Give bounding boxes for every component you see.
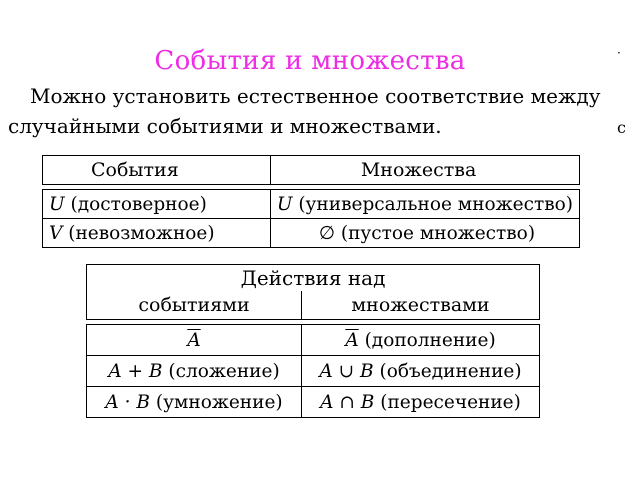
subheader-sets: множествами	[302, 291, 540, 320]
event-expression: $\overline{A}$	[187, 329, 201, 351]
table-row	[87, 356, 540, 387]
event-expression: A + B	[108, 360, 163, 382]
events-sets-table	[42, 155, 580, 248]
event-text: (невозможное)	[62, 222, 215, 244]
subheader-events: событиями	[87, 291, 302, 320]
intro-text-line-1: Можно установить естественное соответствие между	[30, 84, 601, 108]
table-subheader-row	[87, 291, 540, 320]
set-expression: $\overline{A}$	[345, 329, 359, 351]
table-cell	[87, 356, 302, 387]
edge-mark-top: ·	[617, 46, 621, 60]
table-row	[43, 190, 580, 219]
header-events: События	[43, 156, 271, 185]
table-header-row	[43, 156, 580, 185]
page-title: События и множества	[154, 46, 466, 76]
table-row	[43, 219, 580, 248]
event-text: (сложение)	[162, 360, 280, 382]
event-expression: A · B	[105, 391, 150, 413]
table-cell	[43, 190, 271, 219]
set-text: (пустое множество)	[334, 222, 536, 244]
table-cell	[302, 387, 540, 418]
set-text: (объединение)	[373, 360, 522, 382]
event-symbol: U	[49, 193, 65, 215]
table-cell	[302, 356, 540, 387]
table-cell	[270, 219, 579, 248]
edge-mark-middle: с	[617, 118, 626, 137]
operations-table	[86, 264, 540, 418]
header-operations: Действия над	[87, 265, 540, 292]
event-symbol: V	[49, 222, 63, 244]
set-expression: A ∪ B	[319, 360, 374, 382]
set-symbol: ∅	[318, 222, 335, 244]
set-symbol: U	[276, 193, 293, 215]
table-row	[87, 325, 540, 356]
table-header-row	[87, 265, 540, 292]
table-cell	[270, 190, 579, 219]
set-expression: A ∩ B	[320, 391, 375, 413]
table-cell	[87, 387, 302, 418]
intro-text-line-2: случайными событиями и множествами.	[8, 114, 442, 138]
header-sets: Множества	[270, 156, 579, 185]
table-cell	[43, 219, 271, 248]
set-text: (дополнение)	[358, 329, 496, 351]
set-text: (пересечение)	[374, 391, 521, 413]
table-row	[87, 387, 540, 418]
event-text: (умножение)	[149, 391, 283, 413]
table-cell	[87, 325, 302, 356]
table-cell	[302, 325, 540, 356]
set-text: (универсальное множество)	[292, 193, 573, 215]
event-text: (достоверное)	[64, 193, 207, 215]
